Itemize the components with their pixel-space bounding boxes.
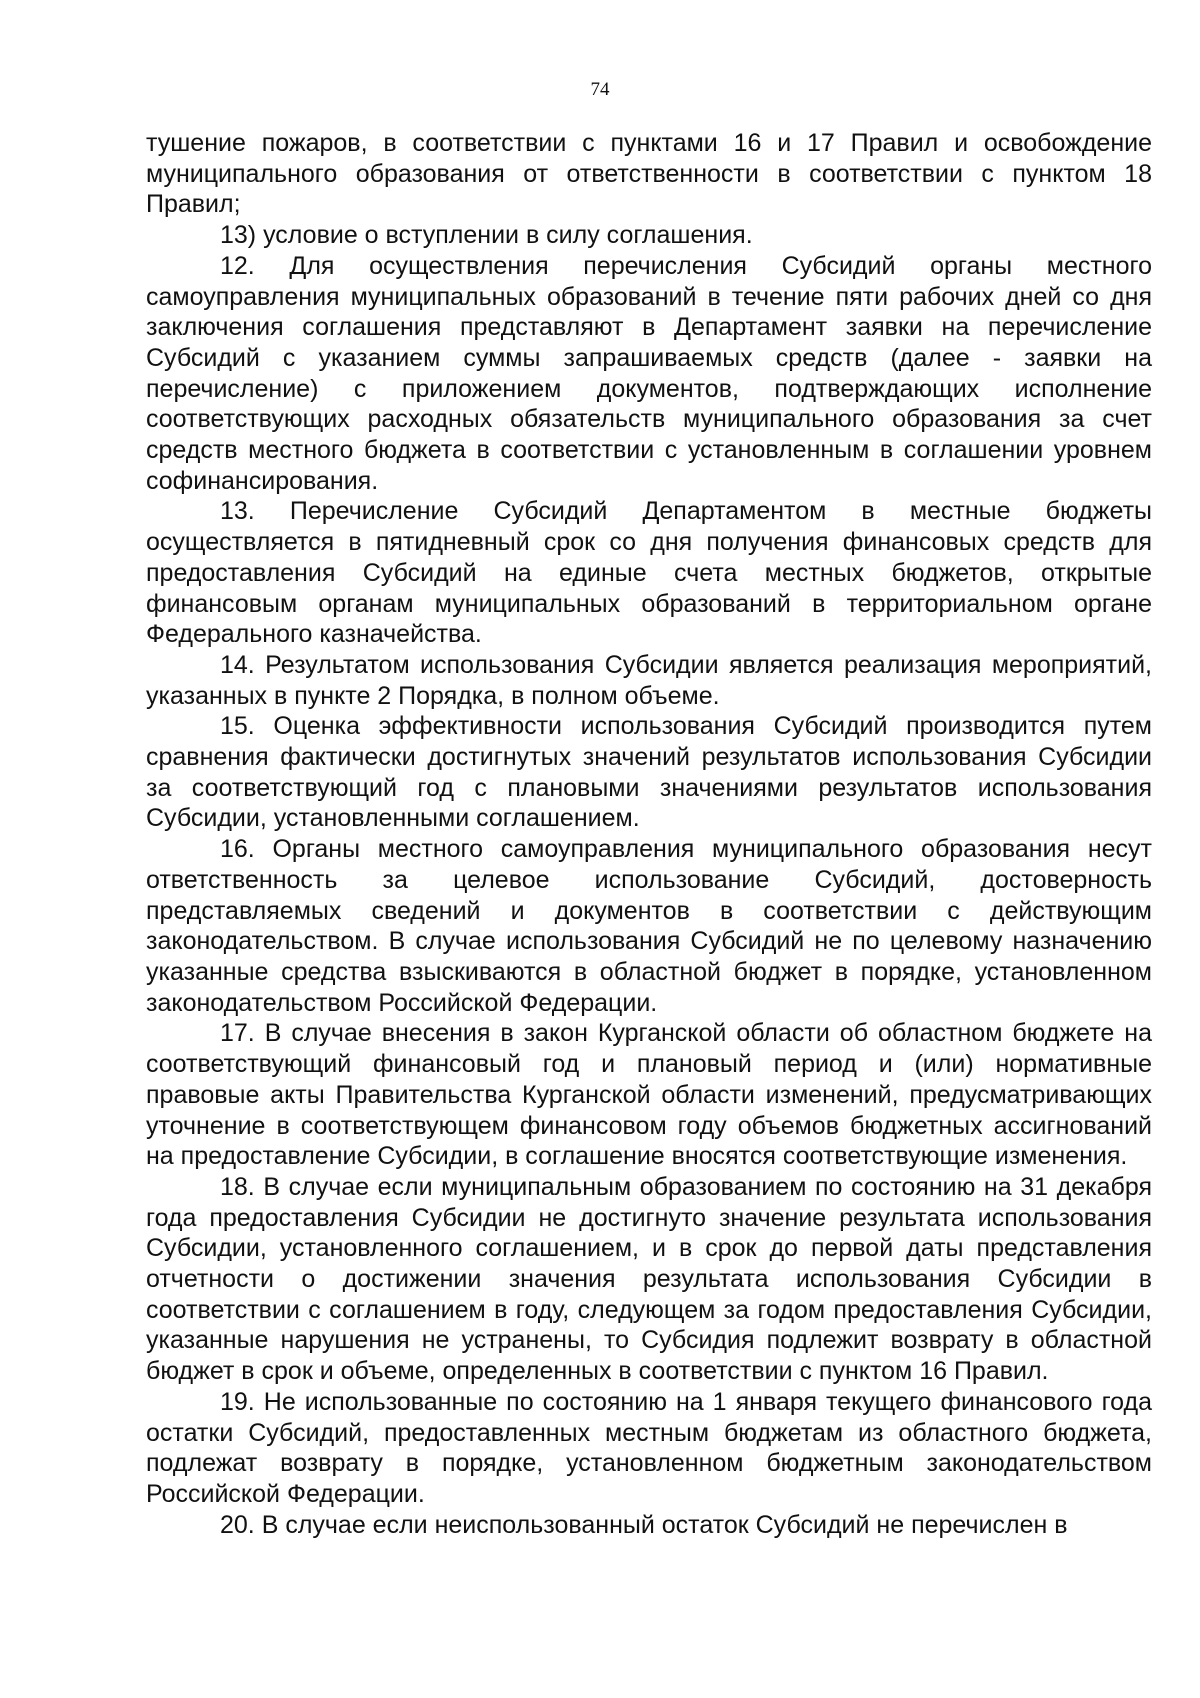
paragraph-continuation: тушение пожаров, в соответствии с пунктами 16 и 17 Правил и освобождение муниципального образования от ответственности в соответствии с пунктом 18 Правил; bbox=[146, 129, 1152, 219]
paragraph-point-12: 12. Для осуществления перечисления Субсидий органы местного самоуправления муниципальных образований в течение пяти рабочих дней со дня заключения соглашения представляют в Департамент заявки на перечисление Субсидий с указанием суммы запрашиваемых средств (далее - заявки на перечисление) с приложением документов, подтверждающих исполнение соответствующих расходных обязательств муниципального образования за счет средств местного бюджета в соответствии с установленным в соглашении уровнем софинансирования. bbox=[146, 251, 1152, 495]
paragraph-point-17: 17. В случае внесения в закон Курганской области об областном бюджете на соответствующий финансовый год и плановый период и (или) нормативные правовые акты Правительства Курганской области изменений, предусматривающих уточнение в соответствующем финансовом году объемов бюджетных ассигнований на предоставление Субсидии, в соглашение вносятся соответствующие изменения. bbox=[146, 1019, 1152, 1171]
paragraph-point-15: 15. Оценка эффективности использования Субсидий производится путем сравнения фактически достигнутых значений результатов использования Субсидии за соответствующий год с плановыми значениями результатов использования Субсидии, установленными соглашением. bbox=[146, 712, 1152, 833]
page-number: 74 bbox=[590, 79, 610, 100]
paragraph-point-20: 20. В случае если неиспользованный остаток Субсидий не перечислен в bbox=[220, 1510, 1068, 1539]
paragraph-item-13: 13) условие о вступлении в силу соглашения. bbox=[220, 221, 753, 250]
paragraph-point-16: 16. Органы местного самоуправления муниципального образования несут ответственность за целевое использование Субсидий, достоверность представляемых сведений и документов в соответствии с действующим законодательством. В случае использования Субсидий не по целевому назначению указанные средства взыскиваются в областной бюджет в порядке, установленном законодательством Российской Федерации. bbox=[146, 835, 1152, 1017]
document-body bbox=[146, 128, 1152, 1540]
paragraph-point-19: 19. Не использованные по состоянию на 1 января текущего финансового года остатки Субсидий, предоставленных местным бюджетам из областного бюджета, подлежат возврату в порядке, установленном бюджетным законодательством Российской Федерации. bbox=[146, 1387, 1152, 1508]
paragraph-point-18: 18. В случае если муниципальным образованием по состоянию на 31 декабря года предоставления Субсидии не достигнуто значение результата использования Субсидии, установленного соглашением, и в срок до первой даты представления отчетности о достижении значения результата использования Субсидии в соответствии с соглашением в году, следующем за годом предоставления Субсидии, указанные нарушения не устранены, то Субсидия подлежит возврату в областной бюджет в срок и объеме, определенных в соответствии с пунктом 16 Правил. bbox=[146, 1172, 1152, 1386]
paragraph-point-13: 13. Перечисление Субсидий Департаментом в местные бюджеты осуществляется в пятидневный срок со дня получения финансовых средств для предоставления Субсидий на единые счета местных бюджетов, открытые финансовым органам муниципальных образований в территориальном органе Федерального казначейства. bbox=[146, 497, 1152, 649]
paragraph-point-14: 14. Результатом использования Субсидии является реализация мероприятий, указанных в пункте 2 Порядка, в полном объеме. bbox=[146, 650, 1152, 710]
